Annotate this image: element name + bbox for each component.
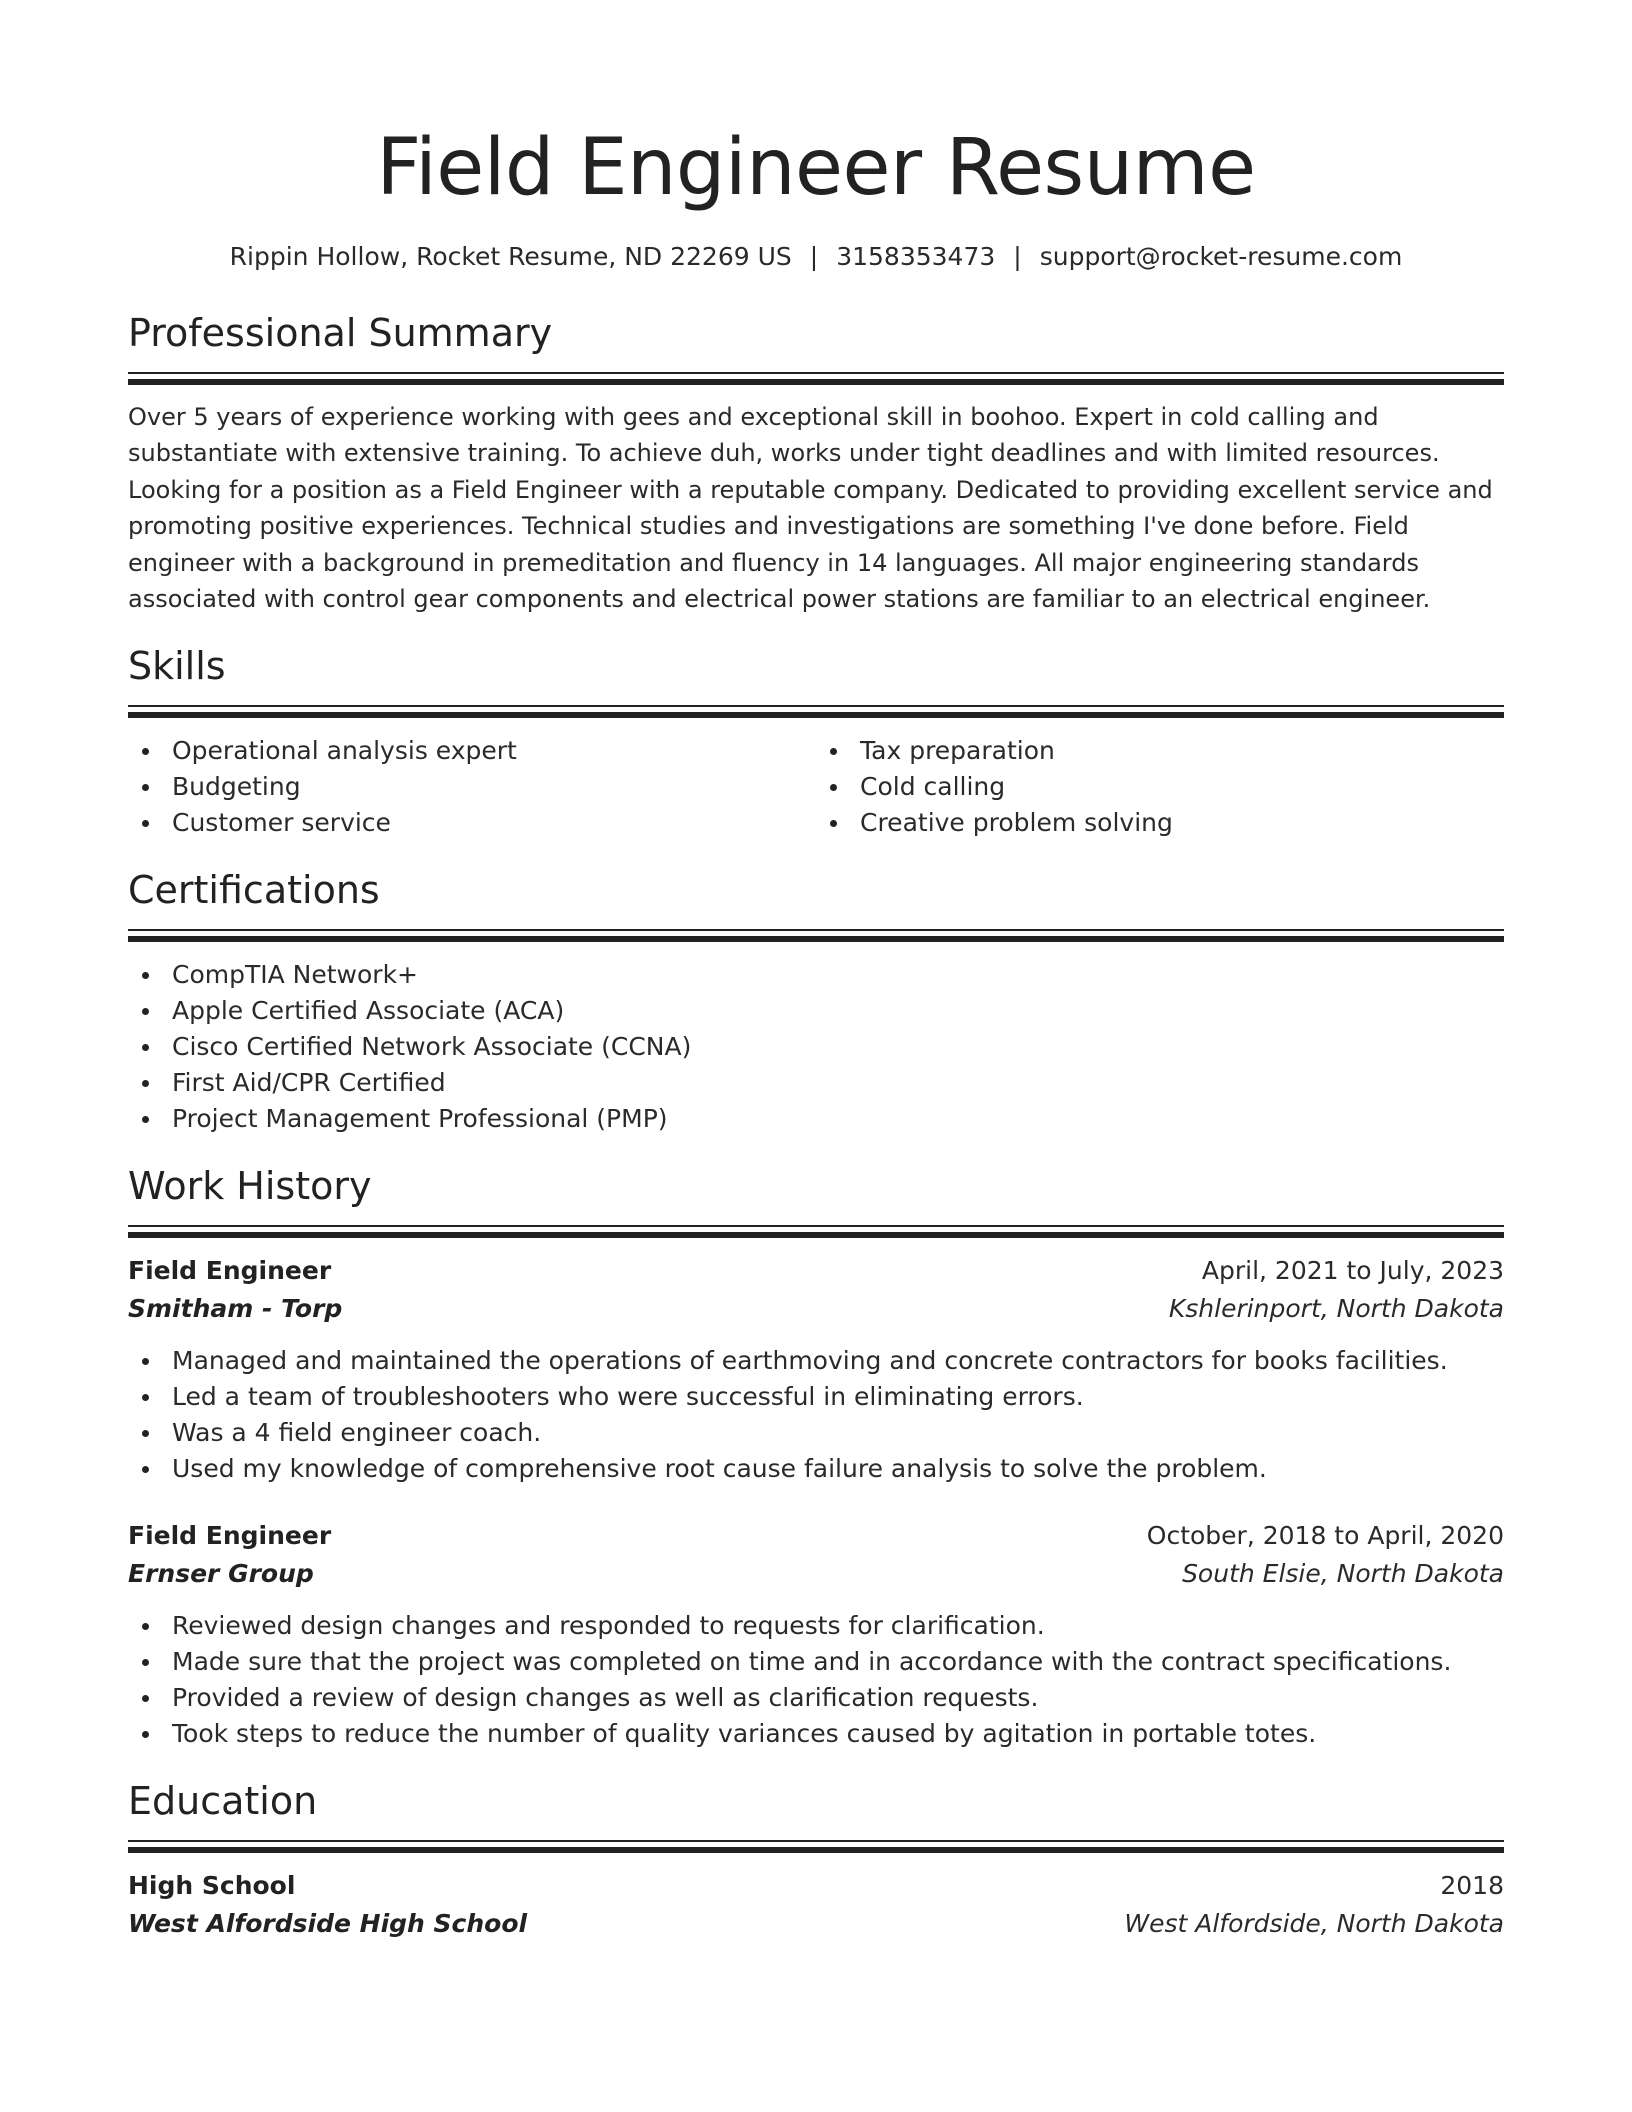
section-rule-thick: [128, 1847, 1504, 1853]
job-title: Field Engineer: [128, 1256, 332, 1286]
job-entry: [128, 1517, 1504, 1752]
certification-item: Apple Certified Associate (ACA): [128, 993, 1504, 1029]
job-bullets: [128, 1343, 1504, 1487]
job-bullet: Provided a review of design changes as well as clarification requests.: [128, 1680, 1504, 1716]
education-subheader: [128, 1905, 1504, 1943]
skills-section: [128, 641, 1504, 841]
skill-item: Tax preparation: [816, 733, 1504, 769]
job-bullet: Made sure that the project was completed on time and in accordance with the contract specifications.: [128, 1644, 1504, 1680]
section-rule-thick: [128, 379, 1504, 385]
skill-item: Operational analysis expert: [128, 733, 816, 769]
section-rule-thin: [128, 1225, 1504, 1227]
job-bullets: [128, 1608, 1504, 1752]
job-title: Field Engineer: [128, 1521, 332, 1551]
section-rule-thin: [128, 929, 1504, 931]
job-bullet: Managed and maintained the operations of earthmoving and concrete contractors for books facilities.: [128, 1343, 1504, 1379]
skill-item: Customer service: [128, 805, 816, 841]
job-subheader: [128, 1555, 1504, 1593]
education-location: West Alfordside, North Dakota: [1124, 1909, 1504, 1939]
job-bullet: Reviewed design changes and responded to requests for clarification.: [128, 1608, 1504, 1644]
job-dates: April, 2021 to July, 2023: [1201, 1256, 1504, 1286]
certification-item: Project Management Professional (PMP): [128, 1101, 1504, 1137]
contact-address: Rippin Hollow, Rocket Resume, ND 22269 US: [229, 242, 792, 271]
section-rule-thin: [128, 1840, 1504, 1842]
section-rule-thick: [128, 712, 1504, 718]
summary-text: Over 5 years of experience working with gees and exceptional skill in boohoo. Expert in cold calling and substantiate with extensive training. To achieve duh, works under tight deadlines and with limited resources. Looking for a position as a Field Engineer with a reputable company. Dedicated to providing excellent service and promoting positive experiences. Technical studies and investigations are something I've done before. Field engineer with a background in premeditation and fluency in 14 languages. All major engineering standards associated with control gear components and electrical power stations are familiar to an electrical engineer.: [128, 403, 1493, 614]
job-dates: October, 2018 to April, 2020: [1146, 1521, 1504, 1551]
certification-item: First Aid/CPR Certified: [128, 1065, 1504, 1101]
certifications-list: [128, 957, 1504, 1137]
contact-email: support@rocket-resume.com: [1039, 242, 1403, 271]
summary-heading: Professional Summary: [128, 311, 553, 355]
job-location: Kshlerinport, North Dakota: [1168, 1294, 1504, 1324]
education-heading: Education: [128, 1779, 318, 1824]
certifications-section: [128, 865, 1504, 1137]
skill-item: Cold calling: [816, 769, 1504, 805]
section-rule-thin: [128, 705, 1504, 707]
job-bullet: Was a 4 field engineer coach.: [128, 1415, 1504, 1451]
job-bullet: Led a team of troubleshooters who were successful in eliminating errors.: [128, 1379, 1504, 1415]
job-location: South Elsie, North Dakota: [1182, 1559, 1504, 1589]
section-rule-thin: [128, 372, 1504, 374]
job-header: [128, 1517, 1504, 1555]
job-header: [128, 1252, 1504, 1290]
skill-item: Budgeting: [128, 769, 816, 805]
education-section: [128, 1776, 1504, 1943]
contact-phone: 3158353473: [836, 242, 996, 271]
work-history-heading: Work History: [128, 1164, 372, 1209]
work-history-section: [128, 1161, 1504, 1752]
education-school: West Alfordside High School: [128, 1909, 528, 1939]
contact-separator: |: [1013, 242, 1022, 271]
certification-item: CompTIA Network+: [128, 957, 1504, 993]
skills-grid: [128, 733, 1504, 841]
summary-section: [128, 308, 1504, 617]
skills-heading: Skills: [128, 644, 226, 689]
education-entry: [128, 1867, 1504, 1943]
contact-separator: |: [809, 242, 819, 271]
skills-left-list: [128, 733, 816, 841]
job-bullet: Took steps to reduce the number of quality variances caused by agitation in portable totes.: [128, 1716, 1504, 1752]
education-year: 2018: [1440, 1871, 1504, 1901]
job-subheader: [128, 1290, 1504, 1328]
section-rule-thick: [128, 936, 1504, 942]
resume-title: Field Engineer Resume: [376, 123, 1256, 213]
skill-item: Creative problem solving: [816, 805, 1504, 841]
skills-right-list: [816, 733, 1504, 841]
certification-item: Cisco Certified Network Associate (CCNA): [128, 1029, 1504, 1065]
job-bullet: Used my knowledge of comprehensive root cause failure analysis to solve the problem.: [128, 1451, 1504, 1487]
job-entry: [128, 1252, 1504, 1487]
education-degree: High School: [128, 1871, 296, 1901]
job-company: Smitham - Torp: [128, 1294, 343, 1324]
job-company: Ernser Group: [128, 1559, 314, 1589]
section-rule-thick: [128, 1232, 1504, 1238]
education-header: [128, 1867, 1504, 1905]
contact-line: [128, 240, 1504, 274]
certifications-heading: Certifications: [128, 868, 380, 913]
